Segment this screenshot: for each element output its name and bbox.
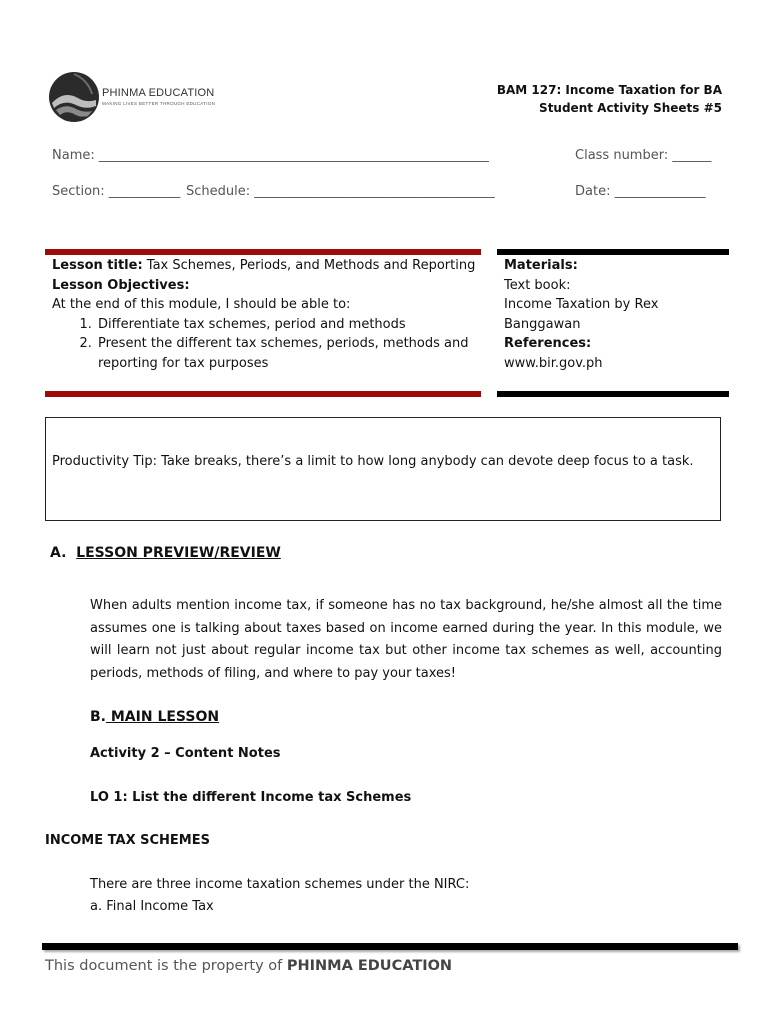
materials-top-bar bbox=[497, 249, 729, 255]
section-b-heading bbox=[90, 709, 219, 725]
schedule-field: Schedule: _____________________________________ bbox=[186, 184, 495, 199]
objective-item: 1. Differentiate tax schemes, period and methods bbox=[96, 315, 477, 335]
textbook-name: Income Taxation by Rex Banggawan bbox=[504, 297, 659, 332]
section-a-title: LESSON PREVIEW/REVIEW bbox=[76, 545, 281, 561]
section-b-title: MAIN LESSON bbox=[106, 709, 220, 725]
lesson-objectives-label: Lesson Objectives: bbox=[52, 277, 190, 293]
lesson-top-bar bbox=[45, 249, 481, 255]
section-b-letter: B. bbox=[90, 709, 106, 725]
footer-owner: PHINMA EDUCATION bbox=[286, 958, 453, 974]
references-label: References: bbox=[504, 336, 592, 351]
name-field: Name: ____________________________________________________________ bbox=[52, 148, 489, 163]
class-number-field: Class number: ______ bbox=[575, 148, 712, 163]
lesson-title-label: Lesson title: bbox=[52, 258, 143, 273]
objectives-list bbox=[52, 315, 477, 374]
logo-name: PHINMA EDUCATION bbox=[102, 87, 215, 99]
logo-tagline: MAKING LIVES BETTER THROUGH EDUCATION bbox=[102, 101, 216, 106]
schemes-intro: There are three income taxation schemes under the NIRC: bbox=[90, 877, 470, 892]
lesson-info bbox=[52, 256, 477, 373]
phinma-emblem-icon bbox=[48, 70, 100, 124]
reference-link: www.bir.gov.ph bbox=[504, 355, 603, 371]
lesson-title bbox=[52, 256, 477, 276]
course-header bbox=[497, 81, 722, 117]
phinma-logo bbox=[48, 70, 218, 124]
income-tax-schemes-heading: INCOME TAX SCHEMES bbox=[45, 833, 210, 848]
lesson-preview-paragraph: When adults mention income tax, if someone has no tax background, he/she almost all the time assumes one is talking about taxes based on income earned during the year. In this module, we will learn not just about regular income tax but other income tax schemes as well, accounting periods, methods of filing, and where to pay your taxes! bbox=[90, 598, 722, 681]
footer-divider bbox=[42, 943, 738, 950]
date-field: Date: ______________ bbox=[575, 184, 706, 199]
course-title: BAM 127: Income Taxation for BA bbox=[496, 83, 722, 97]
lesson-objectives-intro: At the end of this module, I should be able to: bbox=[52, 297, 351, 312]
activity-title: Activity 2 – Content Notes bbox=[90, 746, 281, 761]
footer-property-text: This document is the property of bbox=[45, 958, 287, 974]
productivity-tip-text: Productivity Tip: Take breaks, there’s a limit to how long anybody can devote deep focus to a task. bbox=[52, 454, 694, 469]
sheet-title: Student Activity Sheets #5 bbox=[539, 101, 722, 115]
section-field: Section: ___________ bbox=[52, 184, 181, 199]
objective-item: 2. Present the different tax schemes, periods, methods and reporting for tax purposes bbox=[96, 334, 477, 373]
materials-bottom-bar bbox=[497, 391, 729, 397]
section-a-letter: A. bbox=[50, 545, 67, 561]
scheme-item-final-income-tax: a. Final Income Tax bbox=[90, 899, 214, 914]
productivity-tip-box bbox=[45, 417, 721, 521]
section-a-heading bbox=[50, 545, 281, 561]
learning-objective-title: LO 1: List the different Income tax Schemes bbox=[90, 790, 412, 805]
lesson-bottom-bar bbox=[45, 391, 481, 397]
footer-text bbox=[45, 958, 452, 974]
textbook-label: Text book: bbox=[504, 277, 571, 293]
lesson-title-text: Tax Schemes, Periods, and Methods and Reporting bbox=[142, 258, 476, 273]
materials-label: Materials: bbox=[504, 258, 578, 273]
materials-info bbox=[504, 256, 724, 373]
